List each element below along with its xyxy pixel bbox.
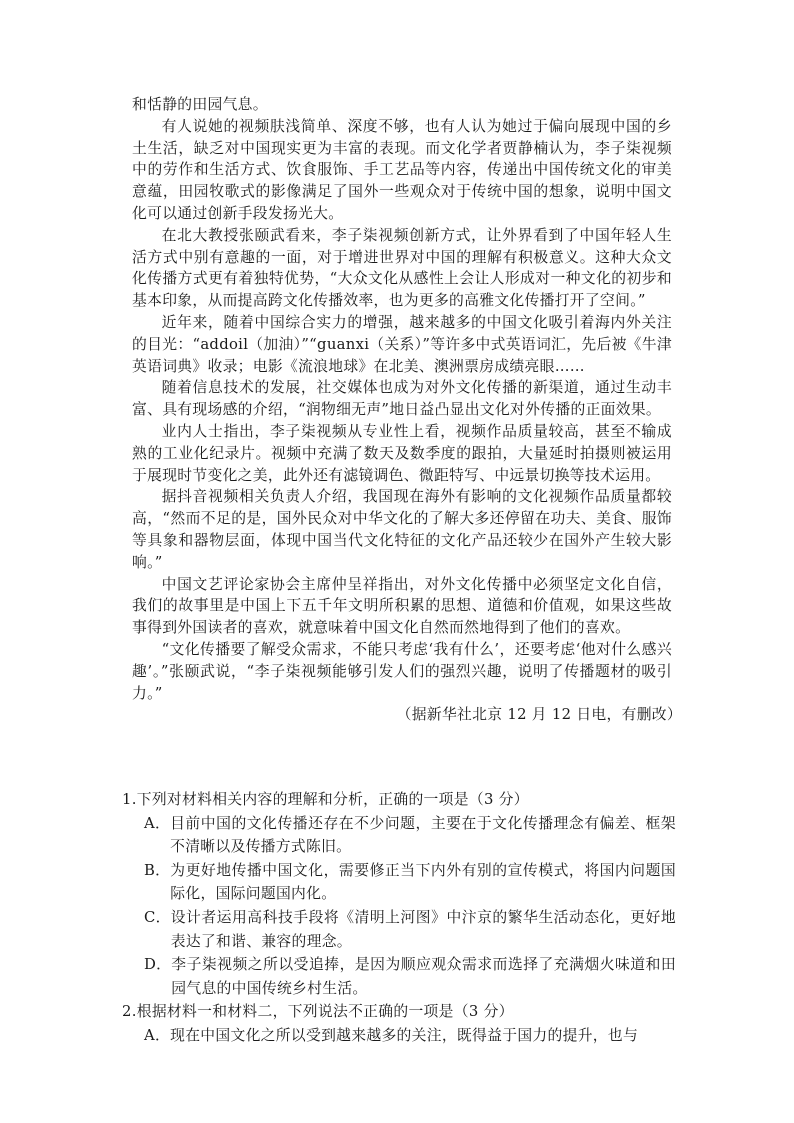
passage <box>132 94 682 726</box>
passage-paragraph: 随着信息技术的发展，社交媒体也成为对外文化传播的新渠道，通过生动丰富、具有现场感的介绍，“润物细无声”地日益凸显出文化对外传播的正面效果。 <box>132 379 672 419</box>
option-text: 设计者运用高科技手段将《清明上河图》中汴京的繁华生活动态化，更好地表达了和谐、兼容的理念。 <box>170 908 676 950</box>
option-label: B． <box>144 861 171 879</box>
question-stem: 1.下列对材料相关内容的理解和分析，正确的一项是（3 分） <box>122 791 529 808</box>
passage-paragraph: “文化传播要了解受众需求，不能只考虑‘我有什么’，还要考虑‘他对什么感兴趣’。”张颐武说，“李子柒视频能够引发人们的强烈兴趣，说明了传播题材的吸引力。” <box>132 640 672 702</box>
option-a <box>144 812 676 859</box>
passage-paragraph: 据抖音视频相关负责人介绍，我国现在海外有影响的文化视频作品质量都较高，“然而不足的是，国外民众对中华文化的了解大多还停留在功夫、美食、服饰等具象和器物层面，体现中国当代文化特征的文化产品还较少在国外产生较大影响。” <box>132 488 672 571</box>
passage-paragraph: 在北大教授张颐武看来，李子柒视频创新方式，让外界看到了中国年轻人生活方式中别有意趣的一面，对于增进世界对中国的理解有积极意义。这种大众文化传播方式更有着独特优势，“大众文化从感性上会让人形成对一种文化的初步和基本印象，从而提高跨文化传播效率，也为更多的高雅文化传播打开了空间。” <box>132 226 672 310</box>
passage-paragraph: 中国文艺评论家协会主席仲呈祥指出，对外文化传播中必须坚定文化自信，我们的故事里是中国上下五千年文明所积累的思想、道德和价值观，如果这些故事得到外国读者的喜欢，就意味着中国文化自然而然地得到了他们的喜欢。 <box>132 575 672 637</box>
passage-paragraph: 有人说她的视频肤浅简单、深度不够，也有人认为她过于偏向展现中国的乡土生活，缺乏对中国现实更为丰富的表现。而文化学者贾静楠认为，李子柒视频中的劳作和生活方式、饮食服饰、手工艺品等内容，传递出中国传统文化的审美意蕴，田园牧歌式的影像满足了国外一些观众对于传统中国的想象，说明中国文化可以通过创新手段发扬光大。 <box>132 117 672 222</box>
passage-paragraph: 和恬静的田园气息。 <box>132 96 268 113</box>
option-label: D． <box>144 956 172 974</box>
option-a <box>144 1024 676 1048</box>
option-text: 为更好地传播中国文化，需要修正当下内外有别的宣传模式，将国内问题国际化，国际问题国内化。 <box>170 861 676 903</box>
question-stem: 2.根据材料一和材料二，下列说法不正确的一项是（3 分） <box>122 1003 514 1021</box>
passage-paragraph: 业内人士指出，李子柒视频从专业性上看，视频作品质量较高，甚至不输成熟的工业化纪录片。视频中充满了数天及数季度的跟拍，大量延时拍摄则被运用于展现时节变化之美，此外还有滤镜调色、微距特写、中远景切换等技术运用。 <box>132 422 672 484</box>
option-label: C． <box>144 908 171 926</box>
option-label: A． <box>144 814 171 832</box>
option-b <box>144 859 676 906</box>
option-d <box>144 953 676 1000</box>
option-c <box>144 906 676 953</box>
option-text: 目前中国的文化传播还存在不少问题，主要在于文化传播理念有偏差、框架不清晰以及传播方式陈旧。 <box>170 814 676 856</box>
source-citation: （据新华社北京 12 月 12 日电，有删改） <box>396 706 682 724</box>
option-text: 李子柒视频之所以受追捧，是因为顺应观众需求而选择了充满烟火味道和田园气息的中国传统乡村生活。 <box>171 956 676 997</box>
option-label: A． <box>144 1026 171 1044</box>
passage-paragraph: 近年来，随着中国综合实力的增强，越来越多的中国文化吸引着海内外关注的目光：“addoil（加油）”“guanxi（关系）”等许多中式英语词汇，先后被《牛津英语词典》收录；电影《流浪地球》在北美、澳洲票房成绩亮眼…… <box>132 313 672 375</box>
questions-section <box>122 788 676 1048</box>
option-text: 现在中国文化之所以受到越来越多的关注，既得益于国力的提升，也与 <box>170 1026 639 1044</box>
